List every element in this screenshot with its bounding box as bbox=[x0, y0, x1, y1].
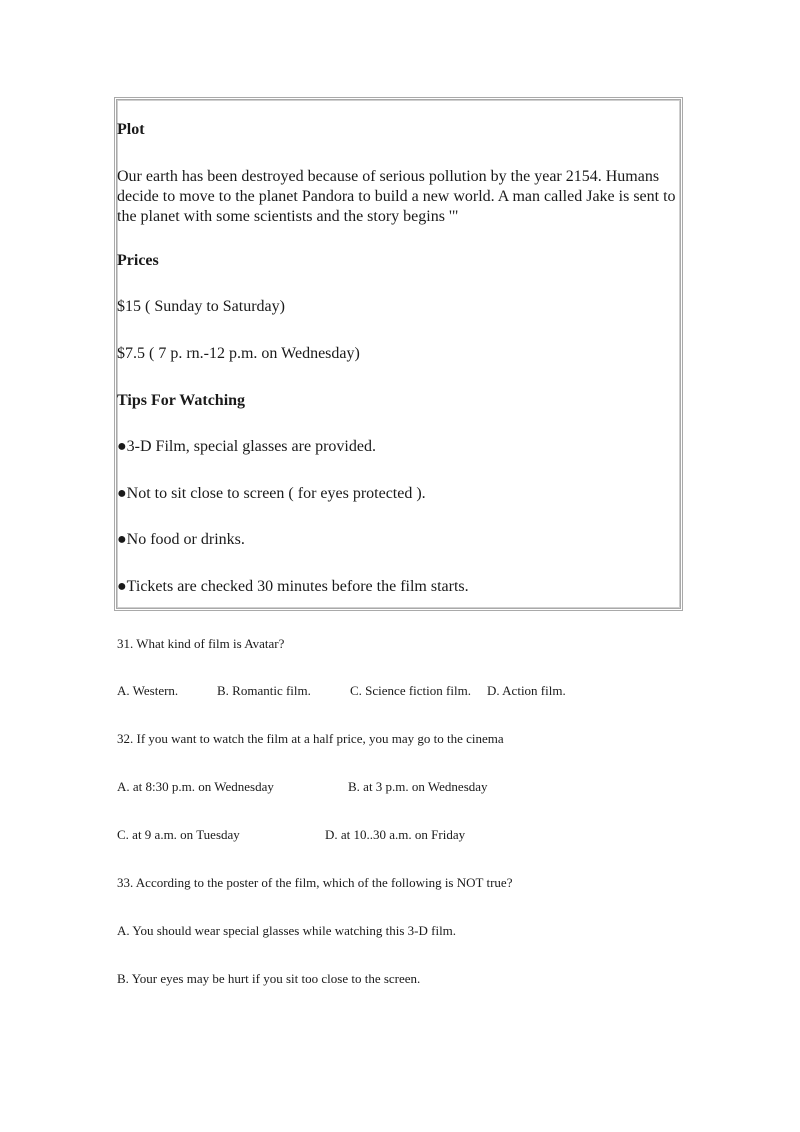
tip-item: ●No food or drinks. bbox=[117, 531, 245, 548]
tip-item: ●3-D Film, special glasses are provided. bbox=[117, 438, 376, 455]
plot-heading: Plot bbox=[117, 121, 145, 138]
question-31-option-b: B. Romantic film. bbox=[217, 683, 311, 698]
question-32: 32. If you want to watch the film at a half price, you may go to the cinema bbox=[117, 731, 504, 746]
question-33: 33. According to the poster of the film, which of the following is NOT true? bbox=[117, 875, 513, 890]
price-line-regular: $15 ( Sunday to Saturday) bbox=[117, 298, 285, 315]
question-32-option-b: B. at 3 p.m. on Wednesday bbox=[348, 779, 488, 794]
tip-item: ●Not to sit close to screen ( for eyes protected ). bbox=[117, 485, 426, 502]
question-32-option-d: D. at 10..30 a.m. on Friday bbox=[325, 827, 466, 842]
price-line-discount: $7.5 ( 7 p. rn.-12 p.m. on Wednesday) bbox=[117, 345, 360, 362]
question-31-option-c: C. Science fiction film. bbox=[350, 683, 471, 698]
question-31-option-a: A. Western. bbox=[117, 683, 179, 698]
question-33-option-a: A. You should wear special glasses while watching this 3-D film. bbox=[117, 923, 457, 938]
prices-heading: Prices bbox=[117, 252, 159, 269]
plot-text: Our earth has been destroyed because of serious pollution by the year 2154. Humans decide to move to the planet Pandora to build a new world. A man called Jake is sent to the planet with some scientists and the story begins '" bbox=[117, 168, 676, 225]
question-33-option-b: B. Your eyes may be hurt if you sit too close to the screen. bbox=[117, 971, 421, 986]
tip-item: ●Tickets are checked 30 minutes before the film starts. bbox=[117, 578, 469, 595]
question-31: 31. What kind of film is Avatar? bbox=[117, 636, 285, 651]
tips-heading: Tips For Watching bbox=[117, 392, 246, 409]
question-32-option-a: A. at 8:30 p.m. on Wednesday bbox=[117, 779, 274, 794]
question-32-option-c: C. at 9 a.m. on Tuesday bbox=[117, 827, 240, 842]
question-31-option-d: D. Action film. bbox=[487, 683, 566, 698]
